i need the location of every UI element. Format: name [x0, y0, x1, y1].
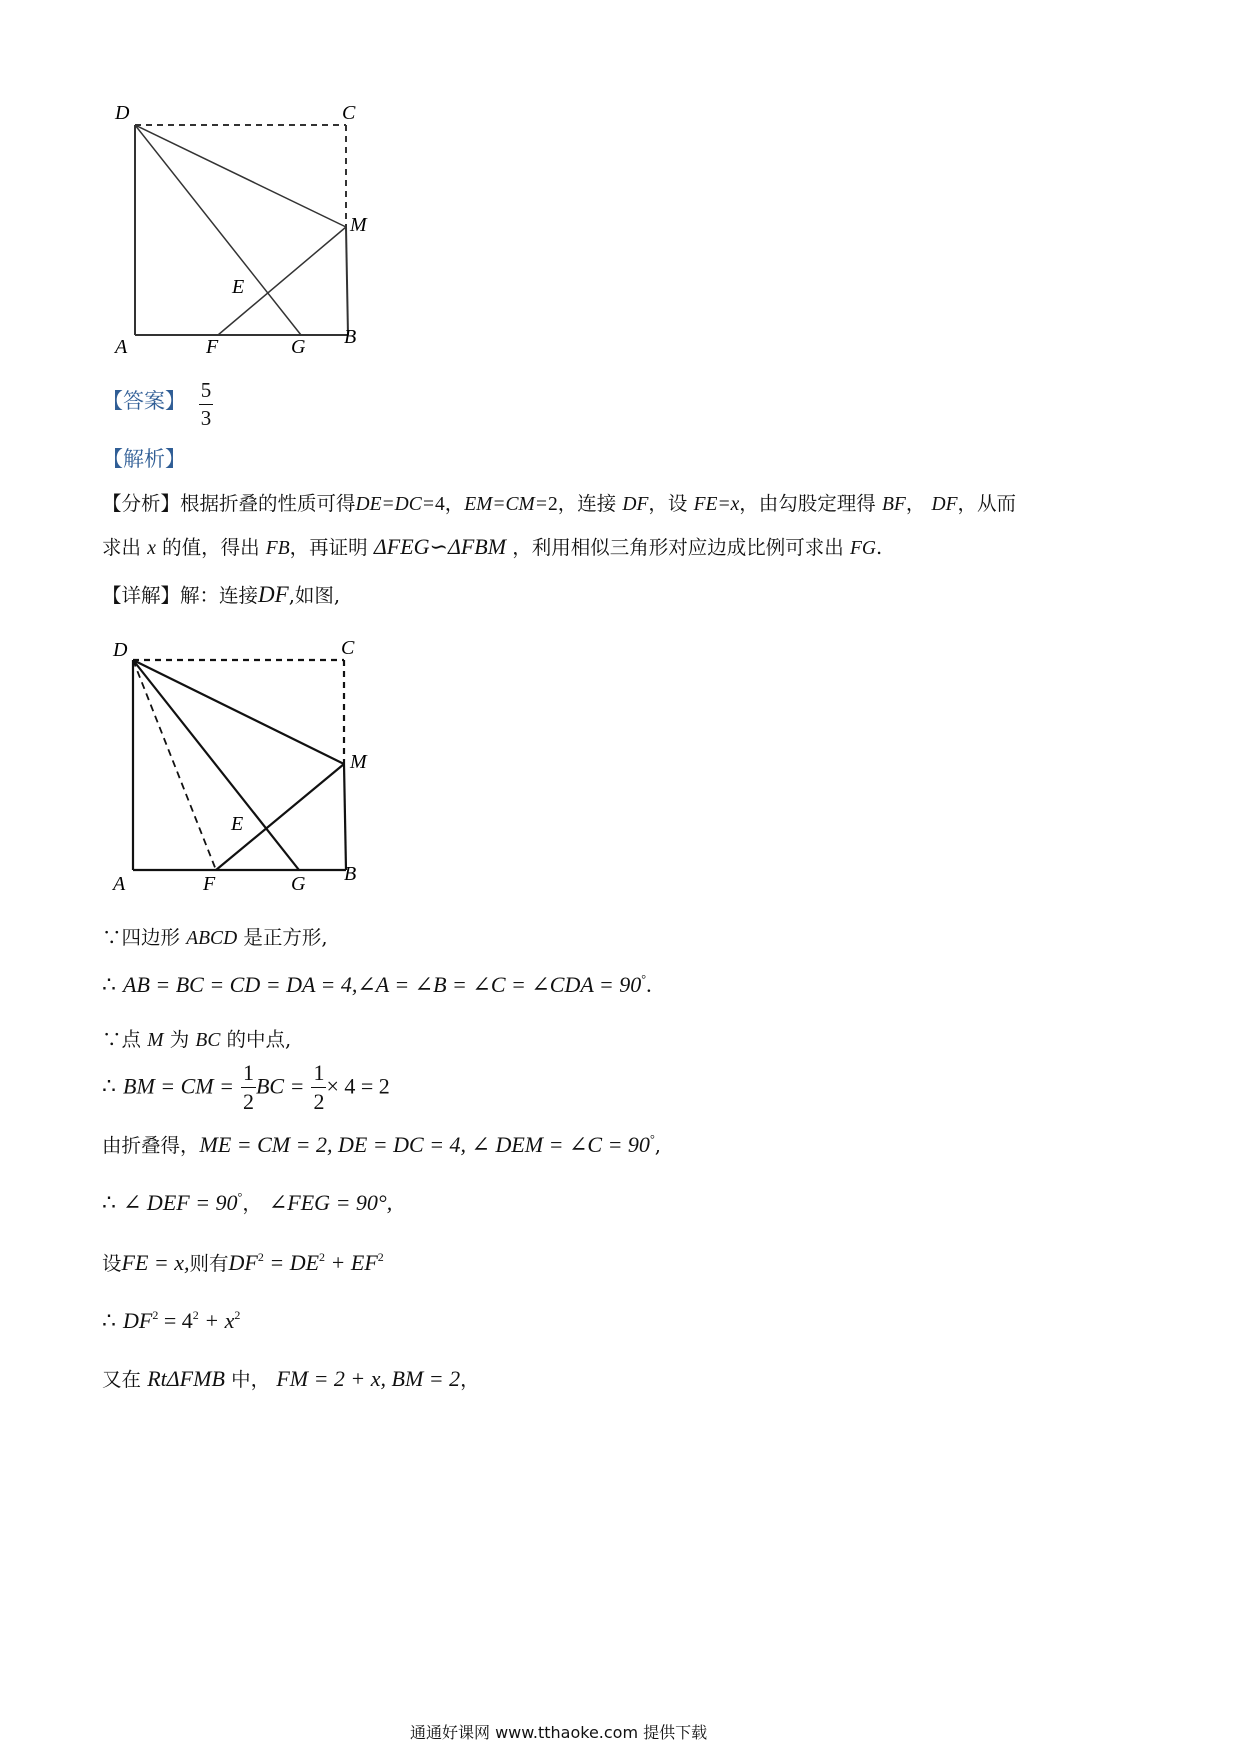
step-text: 为	[169, 1028, 190, 1051]
fraction-numerator: 1	[311, 1062, 326, 1088]
fenxi-value: 4	[434, 494, 445, 515]
step-math: AB = BC = CD = DA = 4,∠A = ∠B = ∠C = ∠CDA = 90	[123, 972, 642, 997]
label-d: D	[113, 639, 128, 661]
answer-denominator: 3	[200, 406, 212, 430]
step-7	[102, 1248, 384, 1276]
step-math: ∠FEG = 90°,	[268, 1190, 393, 1215]
fenxi-text: 的值，得出	[162, 536, 260, 559]
label-g: G	[291, 873, 306, 895]
therefore-symbol: ∴	[102, 1190, 116, 1215]
label-a: A	[113, 873, 126, 895]
label-d: D	[115, 102, 130, 124]
xiangjie-tag: 【详解】	[102, 584, 181, 607]
degree-mark: °	[237, 1190, 243, 1204]
fraction-denominator: 2	[313, 1089, 325, 1114]
label-e: E	[232, 276, 245, 298]
exponent: 2	[234, 1308, 241, 1322]
step-math: M	[147, 1030, 164, 1051]
fenxi-math: DF	[622, 494, 649, 515]
step-math: DF	[228, 1250, 258, 1275]
label-g: G	[291, 336, 306, 358]
label-b: B	[344, 863, 357, 885]
step-text: 是正方形,	[243, 926, 328, 949]
step-text: 则有	[189, 1252, 229, 1275]
fraction-half	[311, 1062, 326, 1113]
answer-tag: 【答案】	[102, 389, 186, 413]
step-text: 中，	[231, 1368, 271, 1391]
xiangjie-math: DF	[258, 582, 289, 607]
answer-row	[102, 380, 213, 429]
step-math: ME = CM = 2, DE = DC = 4, ∠ DEM = ∠C = 90	[199, 1132, 650, 1157]
label-c: C	[341, 637, 355, 659]
label-a: A	[115, 336, 128, 358]
step-math: + EF	[325, 1250, 378, 1275]
fenxi-math: FB	[265, 538, 290, 559]
step-math: = 4	[158, 1308, 193, 1333]
figure-1	[110, 95, 400, 370]
step-math: BM = CM =	[123, 1073, 234, 1099]
degree-mark: °	[649, 1132, 655, 1146]
step-math: × 4 = 2	[326, 1073, 390, 1099]
fenxi-text: ，再证明	[289, 536, 368, 559]
label-e: E	[231, 813, 244, 835]
fenxi-math: BF	[881, 494, 906, 515]
therefore-symbol: ∴	[102, 1073, 116, 1099]
step-text: 四边形	[121, 926, 181, 949]
step-text: ，	[460, 1368, 480, 1391]
figure-2	[108, 632, 398, 902]
step-text: 设	[102, 1252, 122, 1275]
therefore-symbol: ∴	[102, 1308, 116, 1333]
fenxi-math: FG	[850, 538, 876, 559]
step-text: 点	[121, 1028, 142, 1051]
step-3	[102, 1024, 291, 1052]
step-6	[102, 1188, 392, 1216]
answer-numerator: 5	[199, 380, 214, 405]
fenxi-text: 求出	[102, 536, 142, 559]
step-math: = DE	[263, 1250, 320, 1275]
because-symbol: ∵	[102, 1028, 122, 1051]
fenxi-text: ，	[444, 492, 465, 515]
fraction-numerator: 1	[241, 1062, 256, 1088]
fenxi-line-1	[102, 488, 1016, 516]
step-math: RtΔFMB	[147, 1366, 225, 1391]
exponent: 2	[152, 1308, 159, 1322]
fenxi-text: 根据折叠的性质可得	[180, 492, 356, 515]
fenxi-tag: 【分析】	[102, 492, 181, 515]
label-f: F	[203, 873, 216, 895]
exponent: 2	[257, 1250, 264, 1264]
fraction-half	[241, 1062, 256, 1113]
exponent: 2	[319, 1250, 326, 1264]
fenxi-math: EM=CM=	[464, 494, 548, 515]
page-footer: 通通好课网 www.tthaoke.com 提供下载	[410, 1723, 708, 1742]
fenxi-math: x	[147, 538, 156, 559]
therefore-symbol: ∴	[102, 972, 116, 997]
step-math: + x	[198, 1308, 235, 1333]
fenxi-math: FE=x	[693, 494, 740, 515]
step-4	[102, 1062, 390, 1113]
step-2	[102, 972, 652, 998]
step-text: 由折叠得，	[102, 1134, 200, 1157]
xiangjie-text: ,如图,	[288, 584, 341, 607]
fraction-denominator: 2	[242, 1089, 254, 1114]
because-symbol: ∵	[102, 926, 122, 949]
fenxi-text: ，连接	[557, 492, 617, 515]
fenxi-text: ，由勾股定理得	[739, 492, 876, 515]
step-math: ∠ DEF = 90	[123, 1190, 238, 1215]
step-text: ,	[654, 1134, 661, 1157]
step-8	[102, 1308, 240, 1334]
step-math: FM = 2 + x, BM = 2	[276, 1366, 461, 1391]
step-9	[102, 1364, 480, 1392]
fenxi-text: .	[876, 536, 883, 559]
analysis-tag: 【解析】	[102, 447, 186, 471]
fenxi-math: DE=DC=	[355, 494, 435, 515]
fenxi-value: 2	[547, 494, 558, 515]
step-5	[102, 1130, 661, 1158]
label-c: C	[342, 102, 356, 124]
xiangjie-text: 解：连接	[180, 584, 259, 607]
fenxi-line-2	[102, 532, 882, 560]
exponent: 2	[192, 1308, 199, 1322]
step-text: ，	[242, 1192, 262, 1215]
xiangjie-line	[102, 580, 340, 608]
label-f: F	[206, 336, 219, 358]
step-1	[102, 922, 328, 950]
exponent: 2	[377, 1250, 384, 1264]
label-m: M	[350, 214, 367, 236]
step-text: 又在	[102, 1368, 142, 1391]
fenxi-text: ，设	[648, 492, 688, 515]
step-text: .	[646, 972, 652, 997]
label-b: B	[344, 326, 357, 348]
step-text: 的中点,	[226, 1028, 292, 1051]
degree-mark: °	[641, 972, 647, 986]
fenxi-math: DF	[931, 494, 958, 515]
answer-fraction	[199, 380, 214, 429]
fenxi-text: ，从而	[957, 492, 1017, 515]
step-math: BC	[195, 1030, 221, 1051]
label-m: M	[350, 751, 367, 773]
fenxi-math: ΔFEG∽ΔFBM	[373, 534, 507, 559]
step-math: ABCD	[186, 928, 238, 949]
fenxi-text: ，	[905, 492, 926, 515]
step-math: BC =	[255, 1073, 305, 1099]
fenxi-text: ，利用相似三角形对应边成比例可求出	[512, 536, 844, 559]
step-math: DF	[123, 1308, 153, 1333]
step-math: FE = x,	[121, 1250, 190, 1275]
